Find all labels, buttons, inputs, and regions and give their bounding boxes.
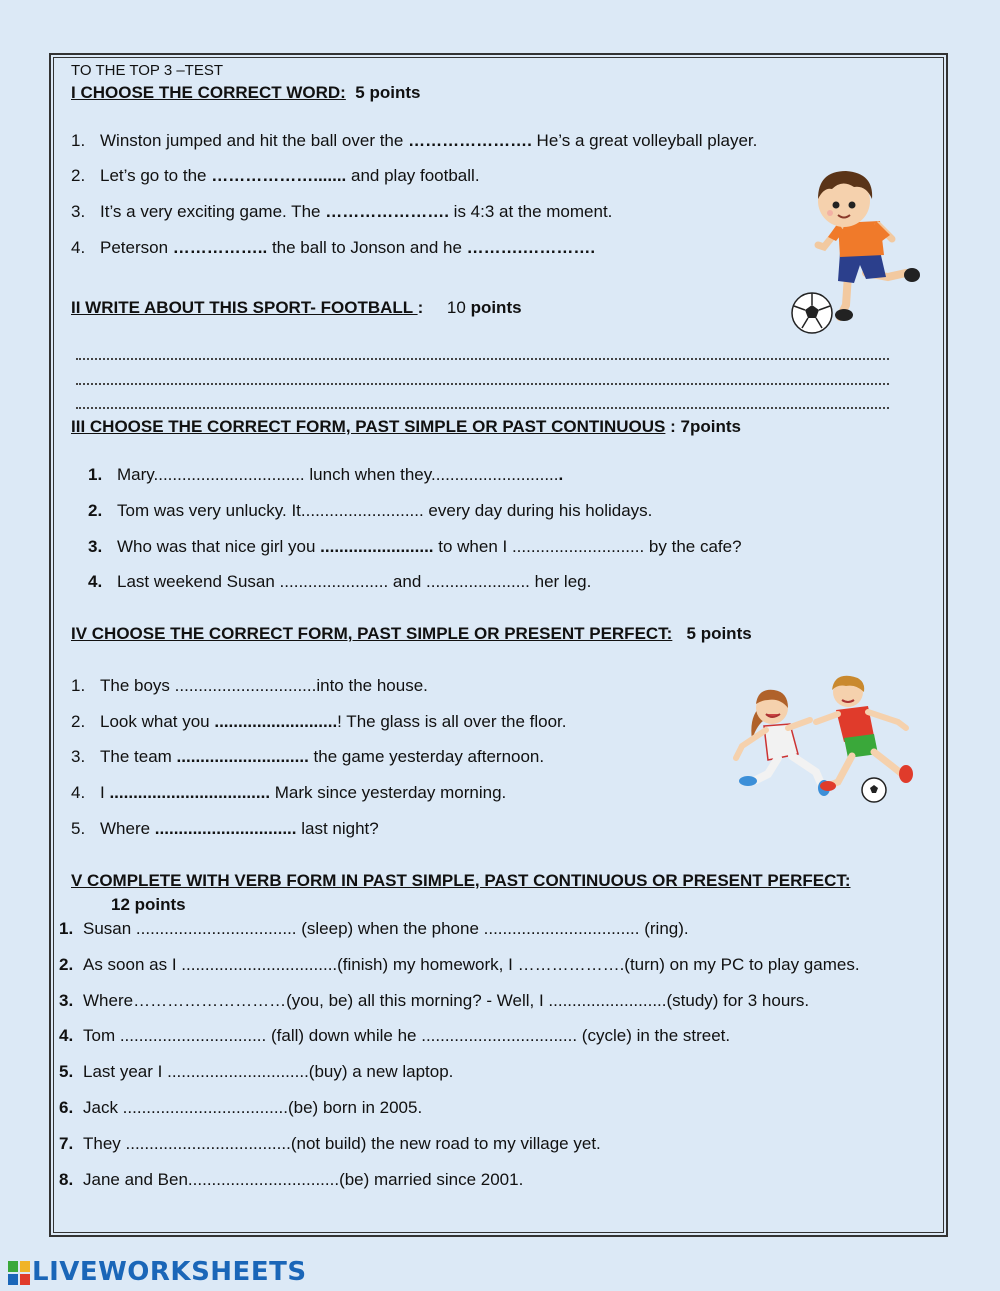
question-text: last night? bbox=[296, 819, 379, 838]
question-number: 2. bbox=[59, 955, 74, 974]
question-number: 3. bbox=[88, 537, 103, 556]
question-text: Where bbox=[100, 819, 155, 838]
section-2-colon: : bbox=[417, 298, 424, 317]
question-text: Last year I ..............................(buy) a new laptop. bbox=[83, 1062, 454, 1081]
section-2-points-word: points bbox=[470, 298, 522, 317]
section-3-header bbox=[71, 417, 741, 437]
section-2-points-number: 10 bbox=[446, 298, 466, 317]
question-number: 2. bbox=[71, 712, 86, 731]
question-number: 1. bbox=[59, 919, 74, 938]
question-text: ! The glass is all over the floor. bbox=[337, 712, 567, 731]
question-text: Tom was very unlucky. It.......................... every day during his holidays. bbox=[117, 501, 653, 520]
section-3-heading: III CHOOSE THE CORRECT FORM, PAST SIMPLE OR PAST CONTINUOUS bbox=[71, 417, 666, 436]
s4-question-1 bbox=[71, 676, 428, 696]
s5-question-5 bbox=[59, 1062, 453, 1082]
question-text: Mary................................ lunch when they........................... bbox=[117, 465, 559, 484]
question-number: 5. bbox=[59, 1062, 74, 1081]
question-number: 1. bbox=[71, 131, 86, 150]
question-number: 4. bbox=[88, 572, 103, 591]
question-text: Who was that nice girl you bbox=[117, 537, 321, 556]
question-text: Jack ...................................(be) born in 2005. bbox=[83, 1098, 423, 1117]
answer-blank[interactable]: ……….…………. bbox=[466, 238, 596, 257]
section-5-points: 12 points bbox=[111, 895, 186, 914]
question-number: 5. bbox=[71, 819, 86, 838]
question-number: 3. bbox=[71, 747, 86, 766]
writing-line-3[interactable] bbox=[76, 405, 889, 409]
question-number: 4. bbox=[71, 238, 86, 257]
question-text: As soon as I .................................(finish) my homework, I ……………….(turn) on my PC to play games. bbox=[83, 955, 860, 974]
question-text: Winston jumped and hit the ball over the bbox=[100, 131, 409, 150]
section-4-points: 5 points bbox=[686, 624, 752, 643]
question-end-dot: . bbox=[558, 465, 564, 484]
question-text: Where………………………(you, be) all this morning? - Well, I .........................(study) for 3 hours. bbox=[83, 991, 810, 1010]
question-text: Look what you bbox=[100, 712, 215, 731]
question-text: Mark since yesterday morning. bbox=[270, 783, 507, 802]
question-number: 6. bbox=[59, 1098, 74, 1117]
s5-question-2 bbox=[59, 955, 860, 975]
section-3-points: : 7points bbox=[665, 417, 741, 436]
answer-blank[interactable]: ………………....... bbox=[211, 166, 347, 185]
question-text: to when I ............................ by the cafe? bbox=[433, 537, 742, 556]
s1-question-1 bbox=[71, 131, 757, 151]
question-number: 4. bbox=[71, 783, 86, 802]
s1-question-3 bbox=[71, 202, 612, 222]
s3-question-3 bbox=[88, 537, 742, 557]
writing-line-1[interactable] bbox=[76, 356, 889, 360]
s4-question-2 bbox=[71, 712, 566, 732]
writing-line-2[interactable] bbox=[76, 381, 889, 385]
s3-question-4 bbox=[88, 572, 591, 592]
s5-question-3 bbox=[59, 991, 809, 1011]
question-text: Last weekend Susan ....................... and ...................... her leg. bbox=[117, 572, 592, 591]
question-text: is 4:3 at the moment. bbox=[448, 202, 613, 221]
test-title: TO THE TOP 3 –TEST bbox=[71, 62, 223, 79]
question-text: Peterson bbox=[100, 238, 173, 257]
s4-question-3 bbox=[71, 747, 544, 767]
s5-question-7 bbox=[59, 1134, 601, 1154]
question-text: Tom ............................... (fall) down while he ................................. (cycle) in the street. bbox=[83, 1026, 731, 1045]
liveworksheets-logo-text[interactable]: LIVEWORKSHEETS bbox=[32, 1257, 307, 1287]
question-text: I bbox=[100, 783, 110, 802]
question-text: He’s a great volleyball player. bbox=[531, 131, 758, 150]
kids-playing-football-illustration bbox=[728, 670, 913, 805]
question-text: and play football. bbox=[346, 166, 480, 185]
s3-question-1 bbox=[88, 465, 563, 485]
question-text: It’s a very exciting game. The bbox=[100, 202, 326, 221]
section-1-header bbox=[71, 83, 420, 103]
liveworksheets-logo-icon bbox=[8, 1259, 30, 1287]
answer-blank[interactable]: ............................ bbox=[176, 747, 309, 766]
section-4-header bbox=[71, 624, 752, 644]
question-number: 7. bbox=[59, 1134, 74, 1153]
section-2-heading: II WRITE ABOUT THIS SPORT- FOOTBALL bbox=[71, 298, 418, 317]
s5-question-1 bbox=[59, 919, 689, 939]
answer-blank[interactable]: .................................. bbox=[109, 783, 271, 802]
section-5-heading: V COMPLETE WITH VERB FORM IN PAST SIMPLE, PAST CONTINUOUS OR PRESENT PERFECT: bbox=[71, 871, 851, 890]
answer-blank[interactable]: ........................ bbox=[320, 537, 434, 556]
question-text: Susan .................................. (sleep) when the phone ................................. (ring). bbox=[83, 919, 689, 938]
answer-blank[interactable]: .............................. bbox=[154, 819, 297, 838]
boy-kicking-ball-illustration bbox=[788, 165, 923, 335]
question-text: the ball to Jonson and he bbox=[267, 238, 467, 257]
question-number: 4. bbox=[59, 1026, 74, 1045]
answer-blank[interactable]: .......................... bbox=[214, 712, 338, 731]
s4-question-5 bbox=[71, 819, 379, 839]
section-2-header bbox=[71, 298, 522, 318]
s5-question-8 bbox=[59, 1170, 523, 1190]
answer-blank[interactable]: …………………. bbox=[325, 202, 449, 221]
section-1-points: 5 points bbox=[355, 83, 421, 102]
s4-question-4 bbox=[71, 783, 506, 803]
answer-blank[interactable]: …………….. bbox=[172, 238, 268, 257]
s5-question-6 bbox=[59, 1098, 422, 1118]
question-number: 8. bbox=[59, 1170, 74, 1189]
s3-question-2 bbox=[88, 501, 652, 521]
question-text: The team bbox=[100, 747, 177, 766]
question-number: 1. bbox=[71, 676, 86, 695]
question-number: 1. bbox=[88, 465, 103, 484]
s1-question-4 bbox=[71, 238, 595, 258]
question-number: 3. bbox=[59, 991, 74, 1010]
question-text: Let’s go to the bbox=[100, 166, 212, 185]
question-text: The boys ..............................into the house. bbox=[100, 676, 428, 695]
answer-blank[interactable]: …………………. bbox=[408, 131, 532, 150]
question-text: Jane and Ben................................(be) married since 2001. bbox=[83, 1170, 524, 1189]
section-4-heading: IV CHOOSE THE CORRECT FORM, PAST SIMPLE OR PRESENT PERFECT: bbox=[71, 624, 673, 643]
s1-question-2 bbox=[71, 166, 480, 186]
question-number: 2. bbox=[71, 166, 86, 185]
question-text: the game yesterday afternoon. bbox=[308, 747, 545, 766]
s5-question-4 bbox=[59, 1026, 730, 1046]
question-number: 2. bbox=[88, 501, 103, 520]
question-text: They ...................................(not build) the new road to my village yet. bbox=[83, 1134, 601, 1153]
question-number: 3. bbox=[71, 202, 86, 221]
section-1-heading: I CHOOSE THE CORRECT WORD: bbox=[71, 83, 346, 102]
